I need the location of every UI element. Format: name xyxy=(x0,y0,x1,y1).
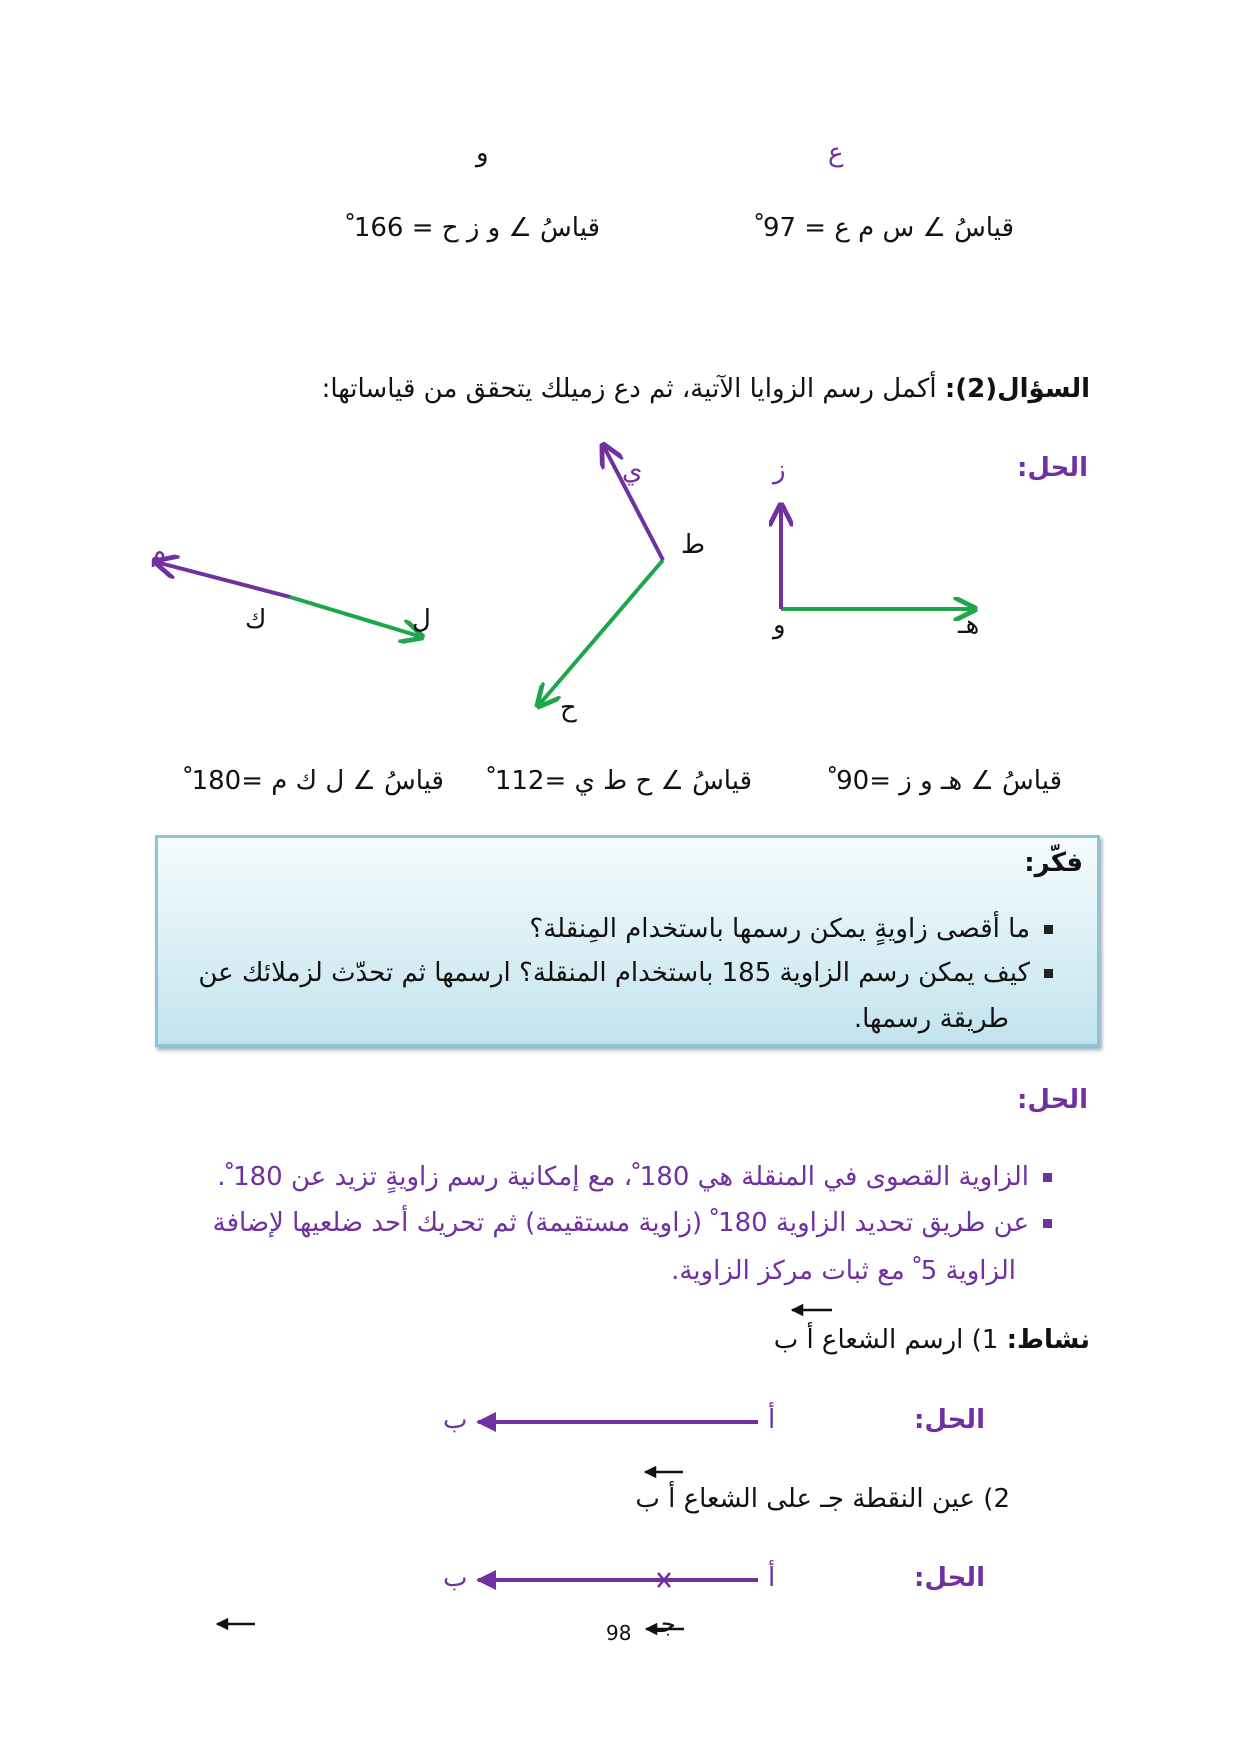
angle1-vertex: و xyxy=(773,610,786,640)
activity-label: نشاط: xyxy=(1006,1325,1090,1355)
measure-1: قياسُ ∠ هـ و ز =90 ْ xyxy=(828,766,1062,796)
think-title: فكّر: xyxy=(1024,848,1083,878)
angle1-arm1: هـ xyxy=(958,610,980,640)
measure-2: قياسُ ∠ ح ط ي =112 ْ xyxy=(487,766,752,796)
angle3-arm1: ل xyxy=(412,605,431,635)
question-2-label: السؤال(2): xyxy=(944,374,1090,404)
angle3-vertex: ك xyxy=(245,605,267,635)
page-number: 98 xyxy=(606,1621,632,1645)
point-c-label: جـ xyxy=(654,1610,676,1638)
solution-item-2-line2: الزاوية 5 ْ مع ثبات مركز الزاوية. xyxy=(671,1256,1016,1286)
measure-wzh: قياسُ ∠ و ز ح = 166 ْ xyxy=(346,213,600,243)
angle3-arm2: م xyxy=(150,538,167,568)
ray2-label-b: ب xyxy=(443,1563,468,1593)
ray1-label-b: ب xyxy=(443,1405,468,1435)
think-item-2-line2: طريقة رسمها. xyxy=(853,1004,1009,1034)
measure-3: قياسُ ∠ ل ك م =180 ْ xyxy=(183,766,444,796)
label-ain: ع xyxy=(828,138,844,168)
activity-step-1-text: 1) ارسم الشعاع أ ب xyxy=(773,1325,1007,1355)
angle1-arm2: ز xyxy=(773,455,786,485)
angle2-arm1: ح xyxy=(560,693,577,723)
question-2-text: أكمل رسم الزوايا الآتية، ثم دع زميلك يتحقق من قياساتها: xyxy=(321,374,945,404)
think-item-1-text: ما أقصى زاويةٍ يمكن رسمها باستخدام المِنقلة؟ xyxy=(529,914,1030,944)
activity-solution-label-2: الحل: xyxy=(913,1563,985,1593)
ray2-label-a: أ xyxy=(768,1563,776,1593)
activity-solution-label-1: الحل: xyxy=(913,1405,985,1435)
angle2-arm2: ي xyxy=(622,456,643,486)
think-item-2-text: كيف يمكن رسم الزاوية 185 باستخدام المنقلة؟ ارسمها ثم تحدّث لزملائك عن xyxy=(198,958,1030,988)
label-w: و xyxy=(476,138,489,168)
solution-label-2: الحل: xyxy=(1016,1085,1088,1115)
angle2-vertex: ط xyxy=(681,530,706,560)
solution-label-1: الحل: xyxy=(1016,453,1088,483)
solution-item-2-text: عن طريق تحديد الزاوية 180 ْ (زاوية مستقيمة) ثم تحريك أحد ضلعيها لإضافة xyxy=(212,1208,1029,1238)
ray1-label-a: أ xyxy=(768,1405,776,1435)
measure-smain: قياسُ ∠ س م ع = 97 ْ xyxy=(755,213,1014,243)
activity-step-2: 2) عين النقطة جـ على الشعاع أ ب xyxy=(635,1484,1010,1514)
solution-item-1-text: الزاوية القصوى في المنقلة هي 180 ْ، مع إمكانية رسم زاويةٍ تزيد عن 180 ْ. xyxy=(217,1162,1029,1192)
